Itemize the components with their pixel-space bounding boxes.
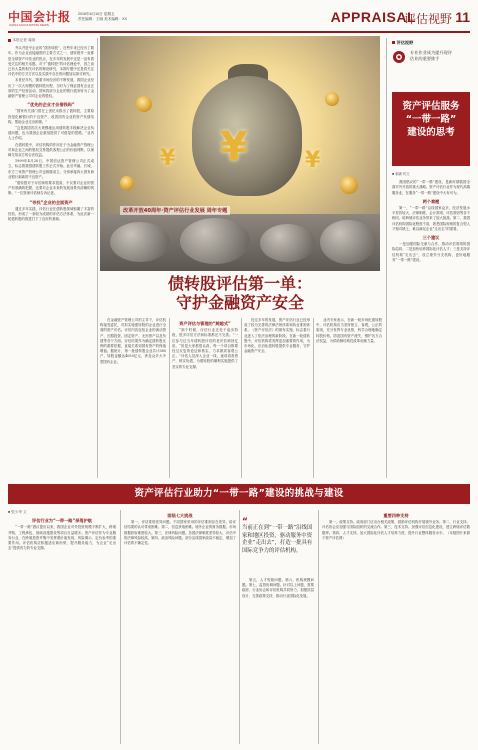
article-paragraph: 在金融资产管理公司的主导下，评估机构接受委托，对拟实施债转股的企业进行全面的资产评估。评估内容包括企业的流动资产、长期投资、固定资产、无形资产以及负债等各个方面。评估结果作为确定债转股比例的重要依据，直接关系到国有资产的保值增值。据统计，第一批债转股企业共计580户，转股金额达4050亿元，涉及众多大中型国有企业。 (100, 318, 166, 364)
article-paragraph: “那个时候，评估行业还处于起步阶段，很多评估方法和标准都还不完善。”一位参与过当年债转股评估的老评估师回忆说，“但是大家都很认真，每一个项目都要经过反复的论证和核实，力求做到客观公正。”评估人员深入企业一线，逐项清查资产，核实负债，为债转股的顺利实施提供了坚实的专业支撑。 (172, 328, 238, 369)
article-paragraph: 第五，人才短缺问题。第六，机构规模问题。第七，监管协调问题。针对以上问题，需要政府、行业协会和评估机构共同努力，加强顶层设计，完善政策支持，推动行业国际化发展。 (242, 578, 314, 598)
article-paragraph: “一带一路”倡议提出以来，我国企业对外投资规模不断扩大，跨境并购、工程承包、基础设施建设等项目日益增多。资产评估作为专业服务行业，在跨境投资并购中发挥着价值发现、风险揭示、定价参考的重要作用。评估机构应积极适应新形势，提升服务能力，为企业“走出去”提供有力的专业支撑。 (8, 525, 116, 551)
lead-article-column (8, 38, 94, 478)
article-subheading: “寻找”企业的全面资产 (29, 199, 73, 205)
pull-quote-text: 当前正在到“一带一路”沿线国家和地区投资，驱动服务中资企业“走出去”，打造一批具有国际竞争力的评估机构。 (242, 525, 313, 554)
gold-coin-icon (325, 92, 339, 106)
column-divider (313, 318, 314, 478)
rail-feature-title (392, 92, 470, 166)
pull-quote (242, 519, 314, 555)
globe-network-icon (392, 50, 406, 64)
article-paragraph: 第一，“一带一路”沿线国家众多，经济发展水平差异较大，法律制度、会计准则、评估准则等各不相同，给跨境评估业务带来了较大挑战。第二，我国评估机构国际化程度不高，熟悉国际规则的复合型人才相对缺乏，难以满足企业“走出去”的需要。 (392, 206, 470, 231)
masthead-rule (8, 31, 470, 33)
article-paragraph: 1999年4月20日，中国信达资产管理公司正式成立，标志着我国债转股工作正式开始。此后华融、长城、东方三家资产管理公司也相继成立，分别承接四大国有商业银行剥离的不良资产。 (8, 159, 94, 179)
article-paragraph: 一是加强国际交流与合作，推动评估准则的国际趋同；二是加快培养国际化评估人才；三是支持评估机构“走出去”，设立境外分支机构，更好地服务“一带一路”建设。 (392, 242, 470, 262)
feature-image-money-sack (100, 36, 380, 271)
issue-editors: 责任编辑：王晓 美术编辑：XX (78, 17, 127, 21)
section-title: APPRAISAL (330, 9, 416, 25)
headline-line1: 债转股评估第一单： (167, 274, 312, 293)
article-subheading: 评估行业为“一带一路”保驾护航 (32, 518, 92, 524)
article-paragraph: “国家有关部门曾在上世纪末推出了债转股，主要原因是化解银行的不良资产，改善国有企业的资产负债结构，帮助企业走出困境。” (8, 109, 94, 124)
rail-tag: 评估视野 (392, 40, 470, 46)
gold-coin-icon (136, 96, 152, 112)
article-paragraph: 第一，评估准则差异问题。不同国家采用的评估准则存在差异，给评估结果的认可带来困难。第二，信息获取困难。境外企业的财务数据、市场数据获取难度较大。第三，法律风险问题。各国法律制度差异较大，评估中的法律风险较高。第四，政治风险问题。部分沿线国家政局不稳定，增加了评估的不确定性。 (124, 520, 236, 546)
article-subheading: 重要四种支持 (383, 513, 409, 518)
bullet-square-icon (392, 41, 395, 44)
rail-teaser (392, 40, 470, 84)
rail-teaser-text: 专业作业成为提升现评 估业的重要推手 (410, 50, 452, 61)
column-divider (169, 318, 170, 478)
issue-date: 2016年6月10日 星期五 (78, 12, 115, 16)
article-subheading: 资产评估与管理的“跨越式” (179, 321, 231, 326)
gold-coin-icon (120, 176, 134, 190)
article-subheading: “优先的企业才会借钱吗” (27, 102, 75, 108)
bottom-column-3 (242, 578, 314, 744)
gold-coin-icon (340, 176, 358, 194)
bottom-byline: ■ 张少华 文 (8, 510, 27, 514)
article-paragraph: “这是我国首次大规模地运用债转股手段解决企业负债问题，也为我国企业重组提供了可借鉴的思路。”业内人士介绍。 (8, 126, 94, 141)
feature-caption: 改革开放40周年·资产评估行业发展 周年专题 (120, 206, 230, 215)
article-paragraph: 第一，政策支持。政府部门应出台相关政策，鼓励评估机构开展境外业务。第二，行业支持。评估协会应加强与国际组织的交流合作。第三，技术支持。加强评估信息化建设，建立跨境评估数据库。第四，人才支持。加大国际化评估人才培养力度，提升行业整体服务水平。（本版图片来源于资产评估网） (322, 520, 470, 540)
section-banner: 资产评估行业助力“一带一路”建设的挑战与建设 (8, 484, 470, 504)
column-divider (97, 38, 98, 478)
bullet-square-icon (8, 39, 11, 42)
yen-symbol-icon: ¥ (160, 146, 176, 171)
yen-symbol-icon: ¥ (305, 148, 321, 173)
quote-mark-icon: “ (242, 517, 248, 527)
rail-title-line2: “一带一路” (405, 114, 457, 125)
article-paragraph: 在债转股中，评估机构的作用在于为金融资产管理公司和企业之间的股权交易提供客观公正的价值判断，以保障交易双方的合法权益。 (8, 142, 94, 158)
bottom-column-4 (322, 510, 470, 744)
column-divider (120, 510, 121, 744)
column-divider (241, 318, 242, 478)
rail-article-column (392, 172, 470, 478)
column-divider (318, 510, 319, 744)
article-paragraph: 业内专家表示，在新一轮市场化债转股中，评估机构应当坚持独立、客观、公正的原则，充分发挥专业优势，科学合理地确定转股价格，防范国有资产流失，维护各方合法权益，为供给侧结构性改革贡献力量。 (316, 318, 382, 343)
yen-symbol-icon: ¥ (220, 124, 248, 170)
newspaper-logo-subtitle: CHINA ACCOUNTING NEWS (9, 23, 49, 27)
article-paragraph: 通过多年实践，评估行业在债转股领域积累了丰富的经验，形成了一套较为成熟的评估方法体系，为此次新一轮债转股的推进打下了良好的基础。 (8, 206, 94, 222)
story-column-2 (172, 318, 238, 478)
masthead (8, 6, 470, 30)
article-paragraph: “债转股对于评估师的要求很高，不仅要对企业的资产有准确的把握，还要对企业未来的发展前景有清晰的判断。”一位资深评估师告诉记者。 (8, 181, 94, 196)
article-paragraph: 本世纪年代，随着市场经济的不断发展，我国企业经历了一次大规模的债转股历程，当时为了保证国有企业正常的生产经营活动，国家将部分企业的银行债务转为了金融资产管理公司对企业的股权。 (8, 78, 94, 99)
main-headline (100, 274, 380, 312)
bottom-column-2 (124, 510, 236, 744)
article-subheading: 两个难题 (422, 198, 440, 204)
article-subheading: 面临七大挑战 (167, 513, 193, 518)
article-paragraph: 齐头并进中企业的“债务转股”，近些年来已经历了数年。作为企业直接融资的主要方式之一，债转股并一直都是全球资产评估业的热点，在多年的发展中还是一直有着受关注的相关话题。对于“债转股”的评估理论中，因之前已有大量的相关评估的理论研究，本期专题中还是将关注评估中的方式方法以及实践中存在的问题加以探讨研究。 (8, 46, 94, 77)
page-number: 11 (455, 9, 470, 25)
stone-base-shape (100, 214, 380, 271)
story-column-4 (316, 318, 382, 478)
article-byline: 本报记者 周晓 (8, 38, 94, 43)
rail-title-line3: 建设的思考 (407, 127, 455, 138)
article-paragraph: 我国倡议的“一带一路”建设，是新时期我国全面对外开放的重大战略。资产评估行业作为现代高端服务业，在服务“一带一路”建设中大有可为。 (392, 180, 470, 195)
rail-byline: ■ 朝新刊文 (392, 172, 410, 176)
article-subheading: 三个建议 (422, 235, 440, 241)
column-divider (386, 38, 387, 478)
story-column-3 (244, 318, 310, 478)
section-subtitle: 评估视野 (403, 12, 452, 26)
issue-meta (78, 12, 127, 22)
article-paragraph: 经过多年的发展，资产评估行业已经形成了较为完善的法律法规体系和执业准则体系。《资产评估法》的颁布实施，标志着行业进入了依法治理的新阶段。在新一轮债转股中，评估机构将发挥更加重要的作用，为市场化、法治化债转股提供专业服务，守护金融资产安全。 (244, 318, 310, 354)
headline-line2: 守护金融资产安全 (175, 293, 304, 312)
story-column-1 (100, 318, 166, 478)
bottom-column-1 (8, 510, 116, 744)
column-divider (239, 510, 240, 744)
rail-title-line1: 资产评估服务 (402, 101, 460, 112)
newspaper-logo: 中国会计报 (8, 10, 71, 24)
